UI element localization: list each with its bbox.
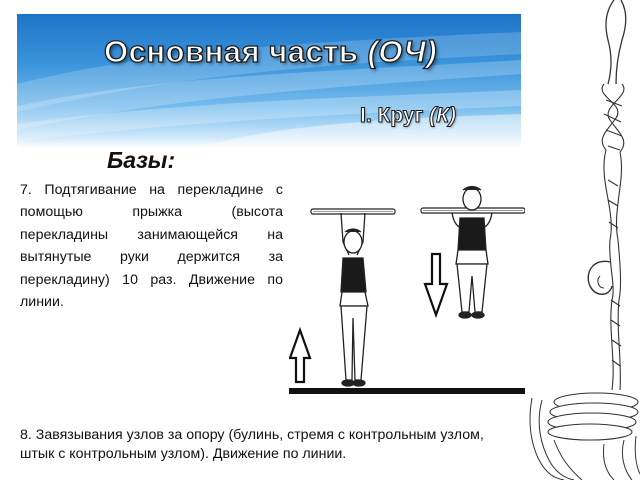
title-banner <box>17 14 521 148</box>
slide-title-text: Основная часть <box>104 34 368 69</box>
slide-title-abbrev: (ОЧ) <box>367 34 438 69</box>
item-7-text: 7. Подтягивание на перекладине с помощью прыжка (высота перекладины занимающейся на вытянутые руки держится за перекладину) 10 раз. Движение по линии. <box>20 182 283 311</box>
pullup-illustration <box>289 180 525 398</box>
slide-subtitle-abbrev: (К) <box>429 104 457 127</box>
slide-title <box>104 34 437 70</box>
rope-knot-illustration <box>524 0 640 480</box>
slide-subtitle-text: I. Круг <box>360 104 430 127</box>
item-8-text: 8. Завязывания узлов за опору (булинь, стремя с контрольным узлом, штык с контрольным узлом). Движение по линии. <box>20 427 484 462</box>
slide-subtitle <box>360 104 456 128</box>
section-heading: Базы: <box>107 147 176 173</box>
figure-hanging <box>340 213 368 386</box>
figure-chin-up <box>452 187 492 319</box>
arrow-down-icon <box>425 254 447 315</box>
arrow-up-icon <box>290 330 310 382</box>
